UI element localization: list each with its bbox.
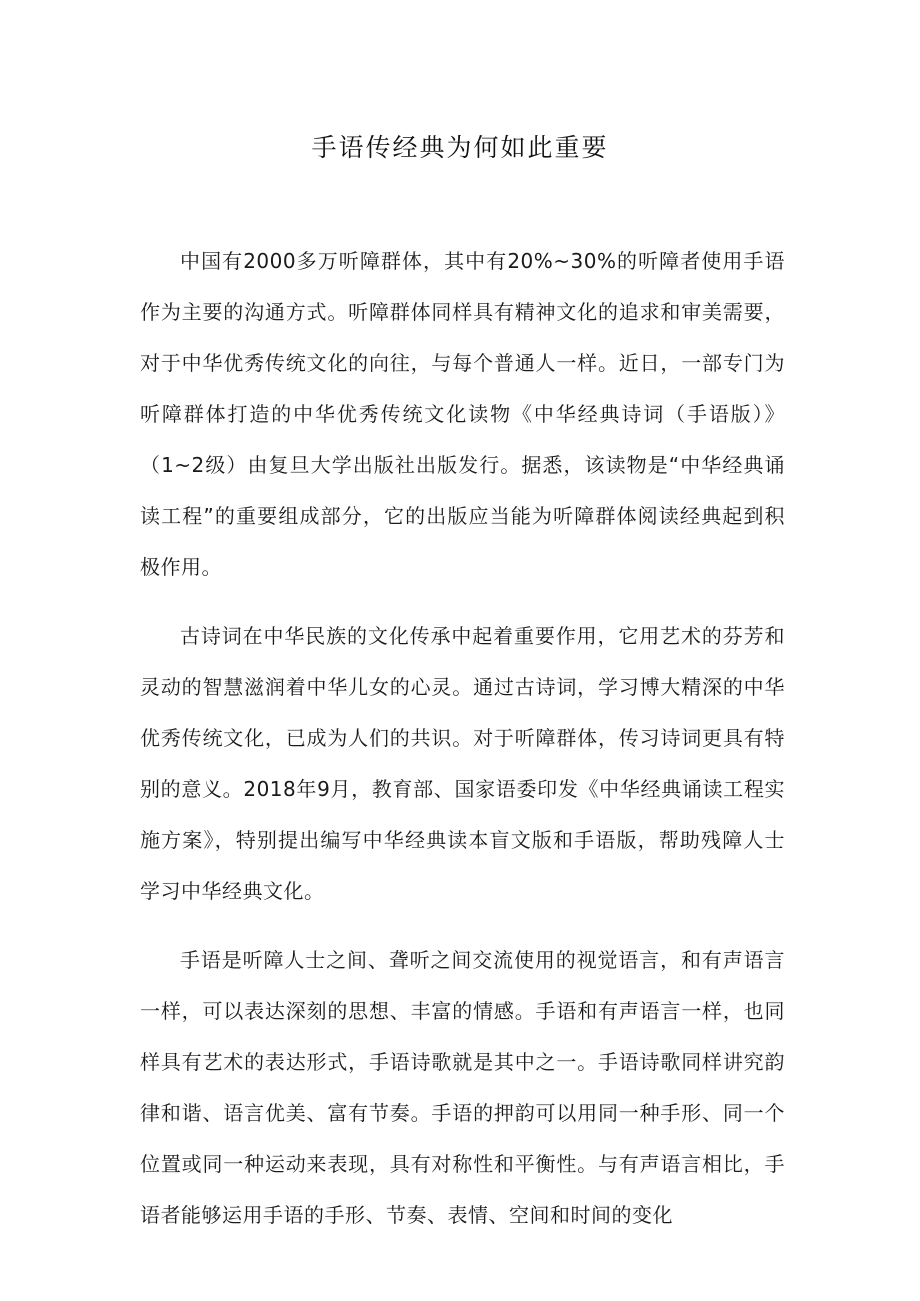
document-title: 手语传经典为何如此重要 [311, 133, 609, 162]
document-body [140, 236, 785, 1259]
paragraph-2: 古诗词在中华民族的文化传承中起着重要作用，它用艺术的芬芳和灵动的智慧滋润着中华儿女的心灵。通过古诗词，学习博大精深的中华优秀传统文化，已成为人们的共识。对于听障群体，传习诗词更具有特别的意义。2018年9月，教育部、国家语委印发《中华经典诵读工程实施方案》，特别提出编写中华经典读本盲文版和手语版，帮助残障人士学习中华经典文化。 [140, 624, 785, 903]
paragraph-3: 手语是听障人士之间、聋听之间交流使用的视觉语言，和有声语言一样，可以表达深刻的思想、丰富的情感。手语和有声语言一样，也同样具有艺术的表达形式，手语诗歌就是其中之一。手语诗歌同样讲究韵律和谐、语言优美、富有节奏。手语的押韵可以用同一种手形、同一个位置或同一种运动来表现，具有对称性和平衡性。与有声语言相比，手语者能够运用手语的手形、节奏、表情、空间和时间的变化 [140, 948, 785, 1227]
paragraph-1: 中国有2000多万听障群体，其中有20%~30%的听障者使用手语作为主要的沟通方式。听障群体同样具有精神文化的追求和审美需要，对于中华优秀传统文化的向往，与每个普通人一样。近日，一部专门为听障群体打造的中华优秀传统文化读物《中华经典诗词（手语版）》（1~2级）由复旦大学出版社出版发行。据悉，该读物是“中华经典诵读工程”的重要组成部分，它的出版应当能为听障群体阅读经典起到积极作用。 [140, 249, 785, 579]
